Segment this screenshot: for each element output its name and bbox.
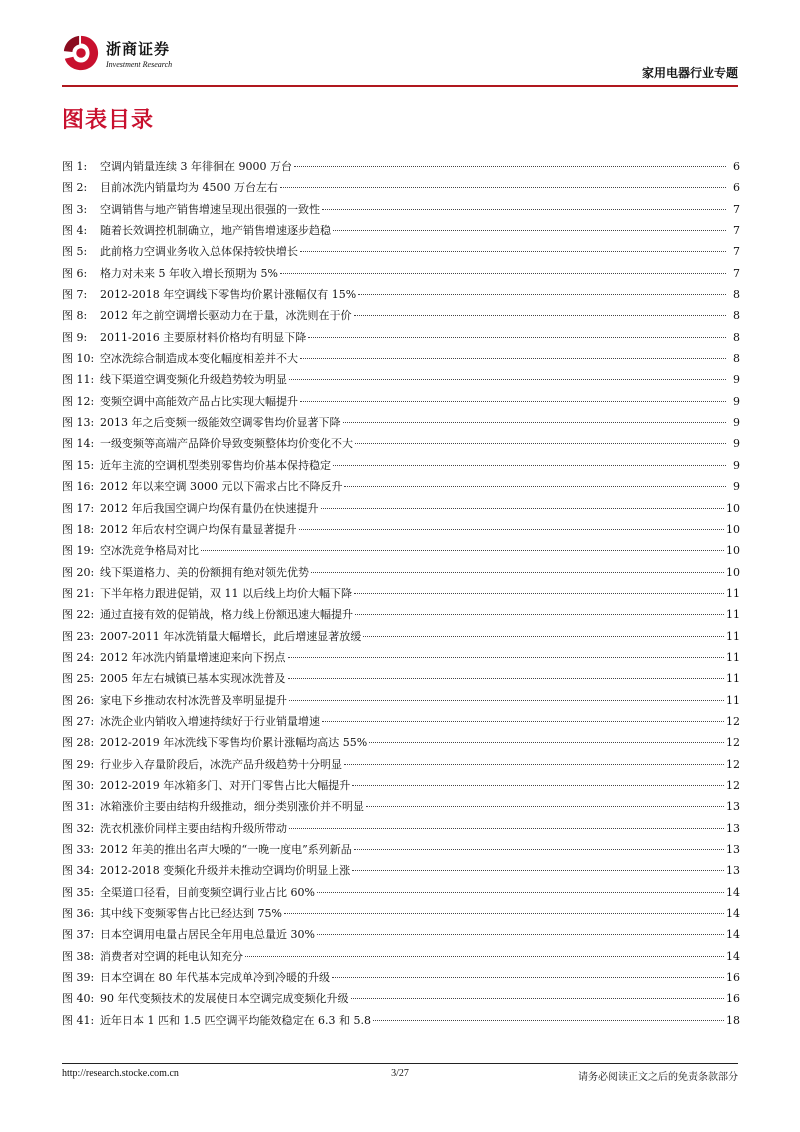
- toc-leader-dots: [322, 209, 726, 210]
- toc-leader-dots: [317, 934, 724, 935]
- toc-leader-dots: [289, 700, 724, 701]
- toc-figure-title: 随着长效调控机制确立，地产销售增速逐步趋稳: [100, 224, 331, 238]
- toc-page-number: 11: [726, 672, 740, 686]
- toc-entry[interactable]: [62, 201, 740, 222]
- toc-leader-dots: [343, 422, 727, 423]
- toc-page-number: 16: [726, 992, 740, 1006]
- toc-entry[interactable]: [62, 670, 740, 691]
- toc-page-number: 8: [733, 352, 740, 366]
- footer-divider: [62, 1063, 738, 1064]
- toc-figure-number: 图 14:: [62, 437, 95, 451]
- toc-leader-dots: [289, 379, 726, 380]
- toc-entry[interactable]: [62, 457, 740, 478]
- toc-page-number: 12: [726, 714, 740, 728]
- toc-figure-number: 图 36:: [62, 907, 95, 921]
- toc-figure-number: 图 41:: [62, 1013, 95, 1027]
- toc-entry[interactable]: [62, 756, 740, 777]
- toc-leader-dots: [355, 443, 726, 444]
- footer-disclaimer: 请务必阅读正文之后的免责条款部分: [578, 1072, 738, 1083]
- toc-figure-title: 行业步入存量阶段后，冰洗产品升级趋势十分明显: [100, 757, 342, 771]
- toc-page-number: 10: [726, 544, 740, 558]
- toc-leader-dots: [344, 486, 726, 487]
- toc-entry[interactable]: [62, 1012, 740, 1033]
- toc-page-number: 14: [726, 885, 740, 899]
- toc-leader-dots: [333, 465, 726, 466]
- toc-figure-title: 家电下乡推动农村冰洗普及率明显提升: [100, 693, 287, 707]
- toc-leader-dots: [289, 828, 724, 829]
- toc-entry[interactable]: [62, 564, 740, 585]
- toc-page-number: 9: [733, 458, 740, 472]
- toc-leader-dots: [245, 956, 724, 957]
- toc-leader-dots: [300, 358, 726, 359]
- toc-page-number: 9: [733, 394, 740, 408]
- toc-figure-number: 图 23:: [62, 629, 95, 643]
- toc-figure-number: 图 2:: [62, 181, 88, 195]
- toc-leader-dots: [284, 913, 724, 914]
- toc-leader-dots: [332, 977, 724, 978]
- toc-page-number: 14: [726, 928, 740, 942]
- toc-figure-title: 2012-2019 年冰箱多门、对开门零售占比大幅提升: [100, 778, 351, 792]
- toc-figure-number: 图 7:: [62, 288, 88, 302]
- toc-figure-title: 2012 年后我国空调户均保有量仍在快速提升: [100, 501, 319, 515]
- toc-figure-title: 冰洗企业内销收入增速持续好于行业销量增速: [100, 714, 320, 728]
- toc-entry[interactable]: [62, 862, 740, 883]
- toc-entry[interactable]: [62, 158, 740, 179]
- toc-entry[interactable]: [62, 179, 740, 200]
- toc-figure-number: 图 18:: [62, 522, 95, 536]
- toc-figure-title: 2012-2018 变频化升级并未推动空调均价明显上涨: [100, 864, 351, 878]
- toc-leader-dots: [351, 998, 725, 999]
- toc-leader-dots: [358, 294, 726, 295]
- toc-figure-number: 图 15:: [62, 458, 95, 472]
- toc-entry[interactable]: [62, 841, 740, 862]
- toc-figure-number: 图 22:: [62, 608, 95, 622]
- toc-page-number: 11: [726, 629, 740, 643]
- toc-figure-number: 图 20:: [62, 565, 95, 579]
- toc-entry[interactable]: [62, 243, 740, 264]
- toc-figure-title: 2012 年后农村空调户均保有量显著提升: [100, 522, 297, 536]
- toc-entry[interactable]: [62, 478, 740, 499]
- toc-figure-number: 图 11:: [62, 373, 95, 387]
- toc-leader-dots: [288, 657, 725, 658]
- toc-leader-dots: [344, 764, 724, 765]
- toc-figure-title: 2013 年之后变频一级能效空调零售均价显著下降: [100, 416, 341, 430]
- toc-figure-number: 图 35:: [62, 885, 95, 899]
- toc-page-number: 6: [733, 160, 740, 173]
- toc-figure-title: 线下渠道格力、美的份额拥有绝对领先优势: [100, 565, 309, 579]
- toc-figure-number: 图 40:: [62, 992, 95, 1006]
- toc-page-number: 14: [726, 949, 740, 963]
- toc-page-number: 13: [726, 821, 740, 835]
- toc-entry[interactable]: [62, 606, 740, 627]
- figure-list: [62, 158, 740, 1033]
- toc-page-number: 9: [733, 373, 740, 387]
- footer-url[interactable]: http://research.stocke.com.cn: [62, 1068, 179, 1079]
- toc-leader-dots: [363, 636, 724, 637]
- toc-entry[interactable]: [62, 265, 740, 286]
- toc-figure-title: 下半年格力跟进促销，双 11 以后线上均价大幅下降: [100, 586, 352, 600]
- toc-figure-title: 2012 年冰洗内销量增速迎来向下拐点: [100, 650, 286, 664]
- toc-figure-number: 图 28:: [62, 736, 95, 750]
- toc-figure-number: 图 9:: [62, 330, 88, 344]
- toc-entry[interactable]: [62, 777, 740, 798]
- toc-leader-dots: [288, 678, 725, 679]
- toc-figure-number: 图 24:: [62, 650, 95, 664]
- toc-leader-dots: [300, 251, 726, 252]
- toc-page-number: 11: [726, 650, 740, 664]
- toc-figure-title: 2012-2018 年空调线下零售均价累计涨幅仅有 15%: [100, 288, 357, 302]
- toc-page-number: 10: [726, 522, 740, 536]
- toc-leader-dots: [355, 614, 724, 615]
- toc-entry[interactable]: [62, 435, 740, 456]
- toc-entry[interactable]: [62, 521, 740, 542]
- toc-page-number: 7: [733, 202, 740, 216]
- toc-page-number: 16: [726, 971, 740, 985]
- toc-figure-title: 格力对未来 5 年收入增长预期为 5%: [100, 266, 278, 280]
- toc-leader-dots: [369, 742, 724, 743]
- toc-figure-title: 日本空调用电量占居民全年用电总量近 30%: [100, 928, 315, 942]
- toc-entry[interactable]: [62, 926, 740, 947]
- toc-figure-title: 空调内销量连续 3 年徘徊在 9000 万台: [100, 160, 292, 173]
- toc-figure-title: 近年主流的空调机型类别零售均价基本保持稳定: [100, 458, 331, 472]
- toc-figure-number: 图 26:: [62, 693, 95, 707]
- toc-page-number: 10: [726, 501, 740, 515]
- logo-english-name: Investment Research: [106, 60, 173, 69]
- toc-figure-title: 2012 年之前空调增长驱动力在于量，冰洗则在于价: [100, 309, 352, 323]
- toc-figure-number: 图 5:: [62, 245, 88, 259]
- toc-figure-title: 日本空调在 80 年代基本完成单冷到冷暖的升级: [100, 971, 330, 985]
- toc-entry[interactable]: [62, 585, 740, 606]
- toc-figure-title: 2007-2011 年冰洗销量大幅增长，此后增速显著放缓: [100, 629, 362, 643]
- toc-figure-title: 空调销售与地产销售增速呈现出很强的一致性: [100, 202, 320, 216]
- toc-figure-number: 图 38:: [62, 949, 95, 963]
- toc-figure-title: 90 年代变频技术的发展使日本空调完成变频化升级: [100, 992, 349, 1006]
- toc-entry[interactable]: [62, 393, 740, 414]
- toc-entry[interactable]: [62, 286, 740, 307]
- toc-figure-number: 图 4:: [62, 224, 88, 238]
- toc-entry[interactable]: [62, 798, 740, 819]
- toc-page-number: 9: [733, 480, 740, 494]
- toc-figure-number: 图 3:: [62, 202, 88, 216]
- toc-entry[interactable]: [62, 329, 740, 350]
- company-logo-icon: [62, 34, 100, 72]
- toc-entry[interactable]: [62, 969, 740, 990]
- toc-page-number: 9: [733, 416, 740, 430]
- toc-entry[interactable]: [62, 307, 740, 328]
- toc-figure-title: 近年日本 1 匹和 1.5 匹空调平均能效稳定在 6.3 和 5.8: [100, 1013, 371, 1027]
- toc-figure-number: 图 39:: [62, 971, 95, 985]
- toc-leader-dots: [317, 892, 724, 893]
- toc-leader-dots: [352, 785, 724, 786]
- toc-figure-number: 图 37:: [62, 928, 95, 942]
- toc-entry[interactable]: [62, 350, 740, 371]
- toc-entry[interactable]: [62, 414, 740, 435]
- toc-figure-number: 图 31:: [62, 800, 95, 814]
- toc-page-number: 12: [726, 757, 740, 771]
- page-title: 图表目录: [62, 108, 155, 133]
- report-category-title: 家用电器行业专题: [641, 66, 738, 80]
- toc-page-number: 8: [733, 309, 740, 323]
- toc-page-number: 13: [726, 800, 740, 814]
- toc-entry[interactable]: [62, 884, 740, 905]
- toc-leader-dots: [321, 508, 725, 509]
- toc-figure-title: 其中线下变频零售占比已经达到 75%: [100, 907, 282, 921]
- toc-entry[interactable]: [62, 905, 740, 926]
- page-number: 3/27: [391, 1068, 409, 1079]
- toc-entry[interactable]: [62, 628, 740, 649]
- toc-page-number: 11: [726, 608, 740, 622]
- toc-page-number: 12: [726, 778, 740, 792]
- toc-figure-number: 图 21:: [62, 586, 95, 600]
- toc-figure-title: 一级变频等高端产品降价导致变频整体均价变化不大: [100, 437, 353, 451]
- toc-figure-title: 空冰洗综合制造成本变化幅度相差并不大: [100, 352, 298, 366]
- toc-figure-number: 图 32:: [62, 821, 95, 835]
- toc-figure-number: 图 16:: [62, 480, 95, 494]
- toc-page-number: 8: [733, 330, 740, 344]
- toc-figure-title: 目前冰洗内销量均为 4500 万台左右: [100, 181, 278, 195]
- toc-figure-number: 图 12:: [62, 394, 95, 408]
- toc-entry[interactable]: [62, 948, 740, 969]
- toc-figure-title: 2005 年左右城镇已基本实现冰洗普及: [100, 672, 286, 686]
- toc-figure-title: 2012 年以来空调 3000 元以下需求占比不降反升: [100, 480, 343, 494]
- page-header: [0, 0, 800, 90]
- toc-entry[interactable]: [62, 222, 740, 243]
- toc-figure-title: 线下渠道空调变频化升级趋势较为明显: [100, 373, 287, 387]
- toc-page-number: 12: [726, 736, 740, 750]
- toc-figure-title: 2011-2016 主要原材料价格均有明显下降: [100, 330, 307, 344]
- toc-entry[interactable]: [62, 990, 740, 1011]
- toc-leader-dots: [300, 401, 726, 402]
- toc-figure-title: 2012-2019 年冰洗线下零售均价累计涨幅均高达 55%: [100, 736, 368, 750]
- toc-leader-dots: [308, 337, 726, 338]
- toc-figure-number: 图 10:: [62, 352, 95, 366]
- toc-figure-number: 图 8:: [62, 309, 88, 323]
- logo-chinese-name: 浙商证券: [106, 40, 171, 58]
- toc-figure-number: 图 33:: [62, 843, 95, 856]
- toc-figure-title: 2012 年美的推出名声大噪的“一晚一度电”系列新品: [100, 843, 352, 856]
- toc-entry[interactable]: [62, 692, 740, 713]
- toc-figure-number: 图 30:: [62, 778, 95, 792]
- toc-leader-dots: [201, 550, 724, 551]
- toc-figure-number: 图 17:: [62, 501, 95, 515]
- toc-figure-number: 图 34:: [62, 864, 95, 878]
- toc-page-number: 7: [733, 266, 740, 280]
- toc-leader-dots: [352, 870, 724, 871]
- toc-entry[interactable]: [62, 500, 740, 521]
- toc-page-number: 14: [726, 907, 740, 921]
- toc-figure-number: 图 1:: [62, 160, 88, 173]
- toc-figure-title: 消费者对空调的耗电认知充分: [100, 949, 243, 963]
- toc-leader-dots: [299, 529, 725, 530]
- toc-figure-title: 此前格力空调业务收入总体保持较快增长: [100, 245, 298, 259]
- toc-leader-dots: [354, 849, 724, 850]
- toc-leader-dots: [311, 572, 724, 573]
- toc-figure-title: 空冰洗竞争格局对比: [100, 544, 199, 558]
- toc-entry[interactable]: [62, 542, 740, 563]
- toc-leader-dots: [354, 593, 724, 594]
- toc-figure-title: 洗衣机涨价同样主要由结构升级所带动: [100, 821, 287, 835]
- toc-page-number: 13: [726, 843, 740, 856]
- header-divider: [62, 85, 738, 87]
- toc-leader-dots: [333, 230, 726, 231]
- toc-entry[interactable]: [62, 734, 740, 755]
- toc-entry[interactable]: [62, 649, 740, 670]
- toc-entry[interactable]: [62, 713, 740, 734]
- toc-leader-dots: [366, 806, 724, 807]
- toc-leader-dots: [373, 1020, 724, 1021]
- toc-page-number: 8: [733, 288, 740, 302]
- toc-leader-dots: [322, 721, 724, 722]
- toc-figure-title: 冰箱涨价主要由结构升级推动，细分类别涨价并不明显: [100, 800, 364, 814]
- toc-page-number: 11: [726, 586, 740, 600]
- toc-figure-number: 图 29:: [62, 757, 95, 771]
- toc-page-number: 9: [733, 437, 740, 451]
- toc-page-number: 6: [733, 181, 740, 195]
- toc-figure-number: 图 13:: [62, 416, 95, 430]
- toc-leader-dots: [280, 273, 726, 274]
- toc-figure-number: 图 27:: [62, 714, 95, 728]
- toc-figure-number: 图 6:: [62, 266, 88, 280]
- toc-figure-title: 变频空调中高能效产品占比实现大幅提升: [100, 394, 298, 408]
- toc-page-number: 10: [726, 565, 740, 579]
- toc-entry[interactable]: [62, 371, 740, 392]
- toc-leader-dots: [354, 315, 727, 316]
- toc-figure-title: 通过直接有效的促销战，格力线上份额迅速大幅提升: [100, 608, 353, 622]
- toc-page-number: 13: [726, 864, 740, 878]
- toc-leader-dots: [294, 166, 726, 167]
- toc-page-number: 18: [726, 1013, 740, 1027]
- toc-page-number: 11: [726, 693, 740, 707]
- toc-page-number: 7: [733, 245, 740, 259]
- toc-figure-number: 图 19:: [62, 544, 95, 558]
- toc-page-number: 7: [733, 224, 740, 238]
- toc-figure-title: 全渠道口径看，目前变频空调行业占比 60%: [100, 885, 315, 899]
- toc-entry[interactable]: [62, 820, 740, 841]
- toc-figure-number: 图 25:: [62, 672, 95, 686]
- toc-leader-dots: [280, 187, 726, 188]
